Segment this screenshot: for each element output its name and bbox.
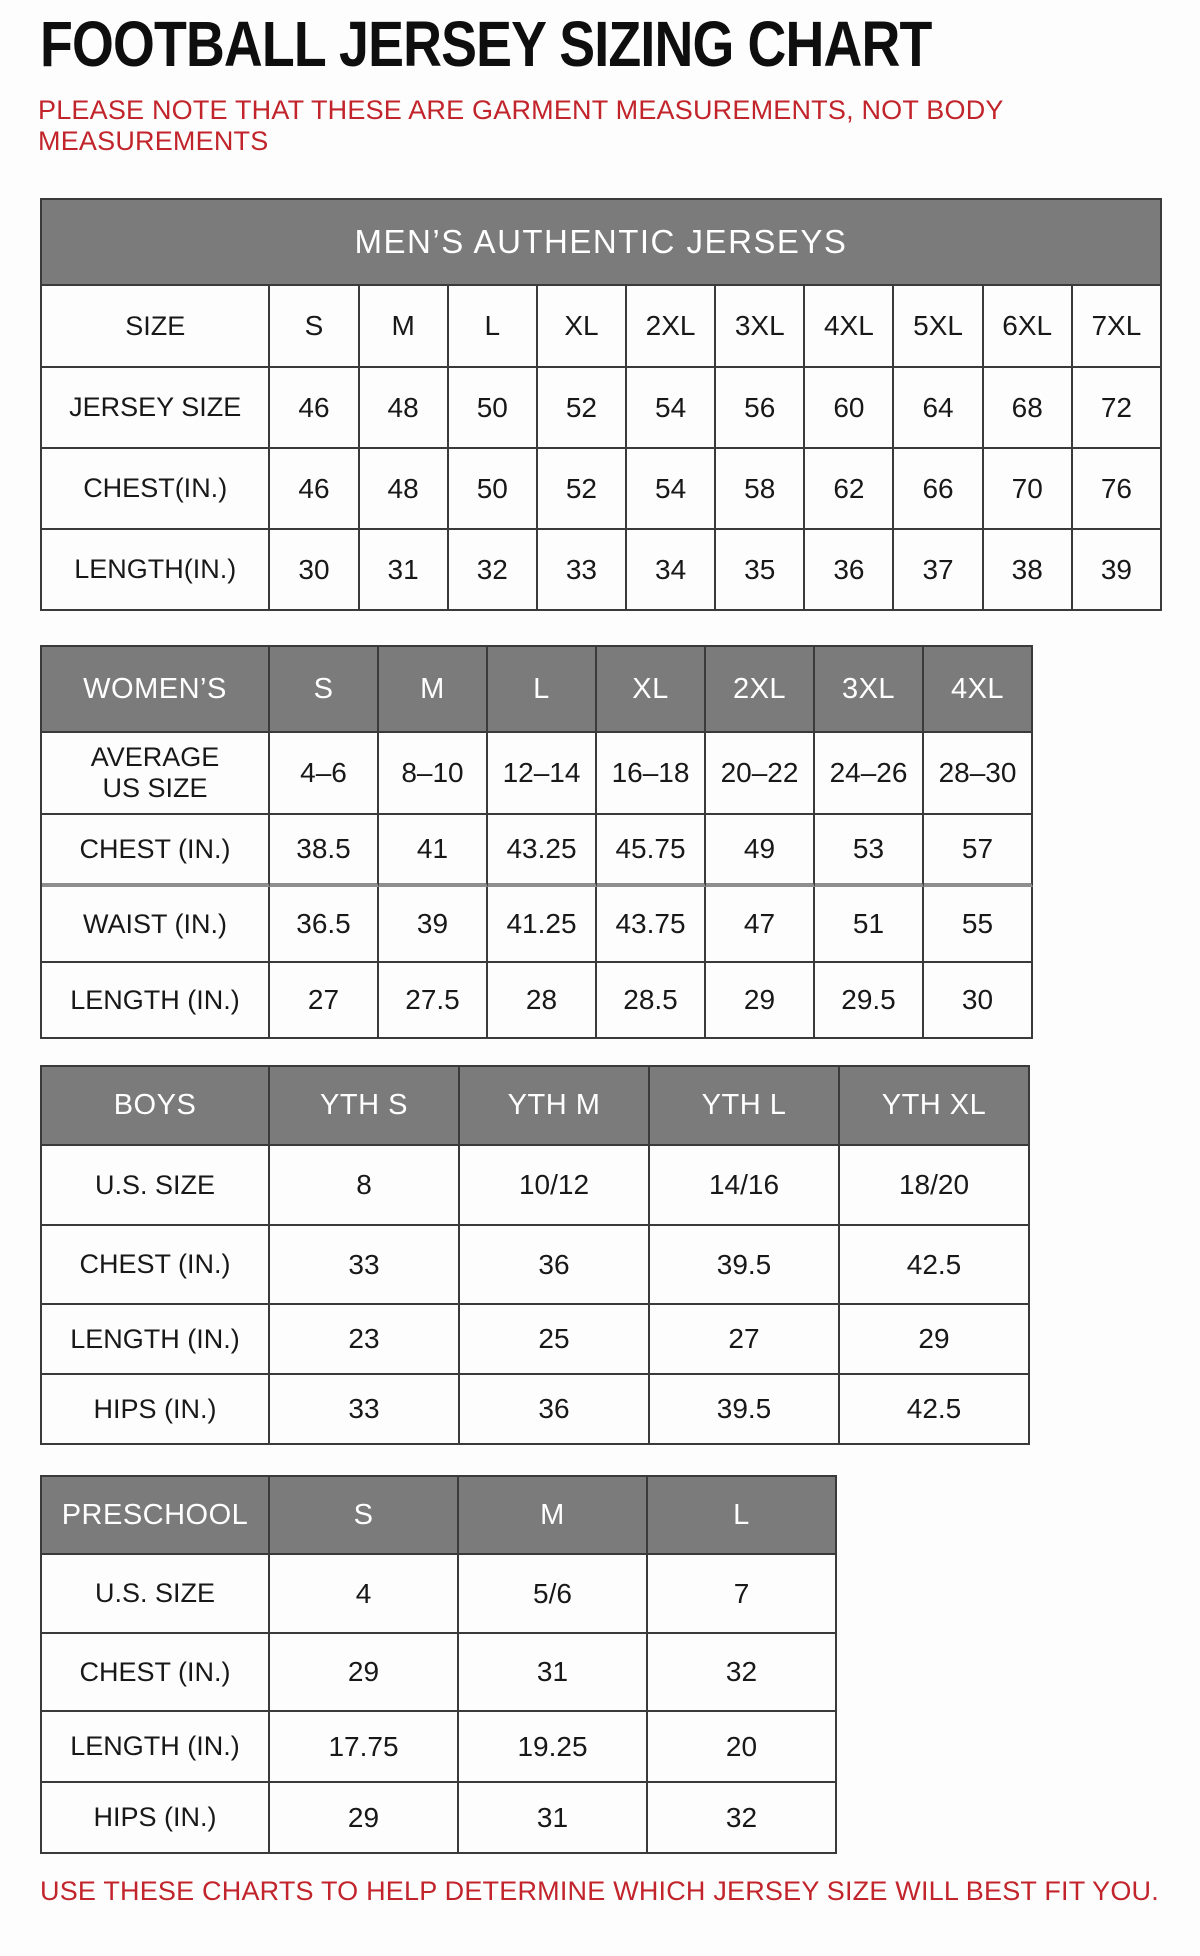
value-cell: 50 [449, 449, 538, 530]
size-head-cell: M [379, 647, 488, 733]
value-cell: 27 [650, 1305, 840, 1375]
value-cell: 76 [1073, 449, 1162, 530]
row-label: JERSEY SIZE [42, 368, 270, 449]
table-row [42, 1555, 837, 1634]
table-row [42, 733, 1033, 815]
value-cell: 43.75 [597, 887, 706, 963]
value-cell: 58 [716, 449, 805, 530]
value-cell: 33 [270, 1226, 460, 1305]
value-cell: 6XL [984, 286, 1073, 368]
value-cell: 18/20 [840, 1146, 1030, 1226]
table-row [42, 1634, 837, 1712]
row-label: CHEST (IN.) [42, 815, 270, 887]
value-cell: 29 [270, 1634, 459, 1712]
value-cell: 33 [538, 530, 627, 611]
table-row [42, 286, 1162, 368]
value-cell: 29 [270, 1783, 459, 1854]
mens-authentic-jerseys-table [40, 198, 1162, 611]
value-cell: 43.25 [488, 815, 597, 887]
value-cell: 70 [984, 449, 1073, 530]
value-cell: 42.5 [840, 1375, 1030, 1445]
page-title-row [40, 8, 1200, 80]
row-label: SIZE [42, 286, 270, 368]
value-cell: 45.75 [597, 815, 706, 887]
value-cell: 2XL [627, 286, 716, 368]
value-cell: 7 [648, 1555, 837, 1634]
value-cell: 17.75 [270, 1712, 459, 1783]
table-row [42, 449, 1162, 530]
row-label: HIPS (IN.) [42, 1783, 270, 1854]
value-cell: 54 [627, 449, 716, 530]
value-cell: 39.5 [650, 1375, 840, 1445]
value-cell: 28.5 [597, 963, 706, 1039]
table-row [42, 530, 1162, 611]
value-cell: 10/12 [460, 1146, 650, 1226]
value-cell: 38 [984, 530, 1073, 611]
value-cell: 64 [894, 368, 983, 449]
value-cell: 52 [538, 449, 627, 530]
value-cell: 29.5 [815, 963, 924, 1039]
value-cell: 39.5 [650, 1226, 840, 1305]
value-cell: 4 [270, 1555, 459, 1634]
value-cell: 27.5 [379, 963, 488, 1039]
size-head-cell: 2XL [706, 647, 815, 733]
value-cell: 54 [627, 368, 716, 449]
value-cell: 32 [648, 1634, 837, 1712]
value-cell: 7XL [1073, 286, 1162, 368]
size-head-cell: 4XL [924, 647, 1033, 733]
row-label: U.S. SIZE [42, 1555, 270, 1634]
womens-sizing-table [40, 645, 1033, 1039]
value-cell: 39 [379, 887, 488, 963]
table-row [42, 1146, 1030, 1226]
sizing-chart-page [0, 8, 1200, 1907]
value-cell: 51 [815, 887, 924, 963]
row-label: CHEST (IN.) [42, 1226, 270, 1305]
boys-head-label: BOYS [42, 1067, 270, 1146]
table-row [42, 1783, 837, 1854]
size-head-cell: YTH M [460, 1067, 650, 1146]
value-cell: 33 [270, 1375, 460, 1445]
table-row [42, 1226, 1030, 1305]
value-cell: L [449, 286, 538, 368]
value-cell: 36.5 [270, 887, 379, 963]
value-cell: 72 [1073, 368, 1162, 449]
value-cell: 19.25 [459, 1712, 648, 1783]
value-cell: 32 [449, 530, 538, 611]
value-cell: 30 [270, 530, 359, 611]
table-row [42, 887, 1033, 963]
size-head-cell: 3XL [815, 647, 924, 733]
value-cell: 4–6 [270, 733, 379, 815]
value-cell: 5/6 [459, 1555, 648, 1634]
row-label-text: AVERAGE US SIZE [90, 742, 220, 804]
size-head-cell: XL [597, 647, 706, 733]
value-cell: 52 [538, 368, 627, 449]
value-cell: 3XL [716, 286, 805, 368]
value-cell: 24–26 [815, 733, 924, 815]
table-row [42, 963, 1033, 1039]
value-cell: 66 [894, 449, 983, 530]
table-row [42, 368, 1162, 449]
row-label: LENGTH(IN.) [42, 530, 270, 611]
preschool-header-row [42, 1477, 837, 1555]
value-cell: 25 [460, 1305, 650, 1375]
value-cell: 68 [984, 368, 1073, 449]
size-head-cell: L [648, 1477, 837, 1555]
value-cell: 55 [924, 887, 1033, 963]
table-row [42, 815, 1033, 887]
value-cell: M [360, 286, 449, 368]
value-cell: 29 [706, 963, 815, 1039]
value-cell: 31 [459, 1634, 648, 1712]
value-cell: 56 [716, 368, 805, 449]
row-label: CHEST (IN.) [42, 1634, 270, 1712]
value-cell: 4XL [805, 286, 894, 368]
size-head-cell: M [459, 1477, 648, 1555]
size-head-cell: S [270, 1477, 459, 1555]
value-cell: 8 [270, 1146, 460, 1226]
value-cell: 29 [840, 1305, 1030, 1375]
size-head-cell: L [488, 647, 597, 733]
value-cell: 50 [449, 368, 538, 449]
value-cell: 46 [270, 368, 359, 449]
value-cell: 32 [648, 1783, 837, 1854]
note-line-1: PLEASE NOTE THAT THESE ARE GARMENT MEASUREMENTS, NOT BODY [38, 94, 1004, 125]
value-cell: 36 [805, 530, 894, 611]
value-cell: 35 [716, 530, 805, 611]
value-cell: 62 [805, 449, 894, 530]
value-cell: 49 [706, 815, 815, 887]
value-cell: 47 [706, 887, 815, 963]
value-cell: 28–30 [924, 733, 1033, 815]
value-cell: 36 [460, 1375, 650, 1445]
value-cell: 41.25 [488, 887, 597, 963]
value-cell: 48 [360, 368, 449, 449]
boys-header-row [42, 1067, 1030, 1146]
size-head-cell: YTH XL [840, 1067, 1030, 1146]
value-cell: 48 [360, 449, 449, 530]
value-cell: 28 [488, 963, 597, 1039]
table-row [42, 1712, 837, 1783]
preschool-head-label: PRESCHOOL [42, 1477, 270, 1555]
value-cell: 20 [648, 1712, 837, 1783]
value-cell: 46 [270, 449, 359, 530]
table-row [42, 1305, 1030, 1375]
value-cell: 30 [924, 963, 1033, 1039]
value-cell: 5XL [894, 286, 983, 368]
value-cell: 12–14 [488, 733, 597, 815]
row-label: LENGTH (IN.) [42, 1712, 270, 1783]
value-cell: 31 [459, 1783, 648, 1854]
table-row [42, 1375, 1030, 1445]
value-cell: 20–22 [706, 733, 815, 815]
note-line-2: MEASUREMENTS [38, 125, 269, 156]
value-cell: 39 [1073, 530, 1162, 611]
value-cell: 23 [270, 1305, 460, 1375]
value-cell: 36 [460, 1226, 650, 1305]
row-label: CHEST(IN.) [42, 449, 270, 530]
row-label: WAIST (IN.) [42, 887, 270, 963]
boys-sizing-table [40, 1065, 1030, 1445]
value-cell: 41 [379, 815, 488, 887]
row-label: LENGTH (IN.) [42, 1305, 270, 1375]
row-label [42, 733, 270, 815]
value-cell: S [270, 286, 359, 368]
value-cell: 34 [627, 530, 716, 611]
footer-note: USE THESE CHARTS TO HELP DETERMINE WHICH JERSEY SIZE WILL BEST FIT YOU. [40, 1876, 1159, 1907]
page-title: FOOTBALL JERSEY SIZING CHART [40, 8, 932, 80]
womens-header-row [42, 647, 1033, 733]
value-cell: 38.5 [270, 815, 379, 887]
value-cell: XL [538, 286, 627, 368]
row-label: U.S. SIZE [42, 1146, 270, 1226]
value-cell: 31 [360, 530, 449, 611]
mens-table-banner: MEN’S AUTHENTIC JERSEYS [42, 200, 1162, 286]
value-cell: 16–18 [597, 733, 706, 815]
size-head-cell: S [270, 647, 379, 733]
row-label: LENGTH (IN.) [42, 963, 270, 1039]
value-cell: 42.5 [840, 1226, 1030, 1305]
size-head-cell: YTH S [270, 1067, 460, 1146]
value-cell: 60 [805, 368, 894, 449]
womens-head-label: WOMEN’S [42, 647, 270, 733]
value-cell: 37 [894, 530, 983, 611]
mens-header-row [42, 200, 1162, 286]
value-cell: 53 [815, 815, 924, 887]
garment-measurements-note [38, 95, 1200, 157]
value-cell: 57 [924, 815, 1033, 887]
value-cell: 27 [270, 963, 379, 1039]
row-label: HIPS (IN.) [42, 1375, 270, 1445]
size-head-cell: YTH L [650, 1067, 840, 1146]
value-cell: 8–10 [379, 733, 488, 815]
preschool-sizing-table [40, 1475, 837, 1854]
value-cell: 14/16 [650, 1146, 840, 1226]
